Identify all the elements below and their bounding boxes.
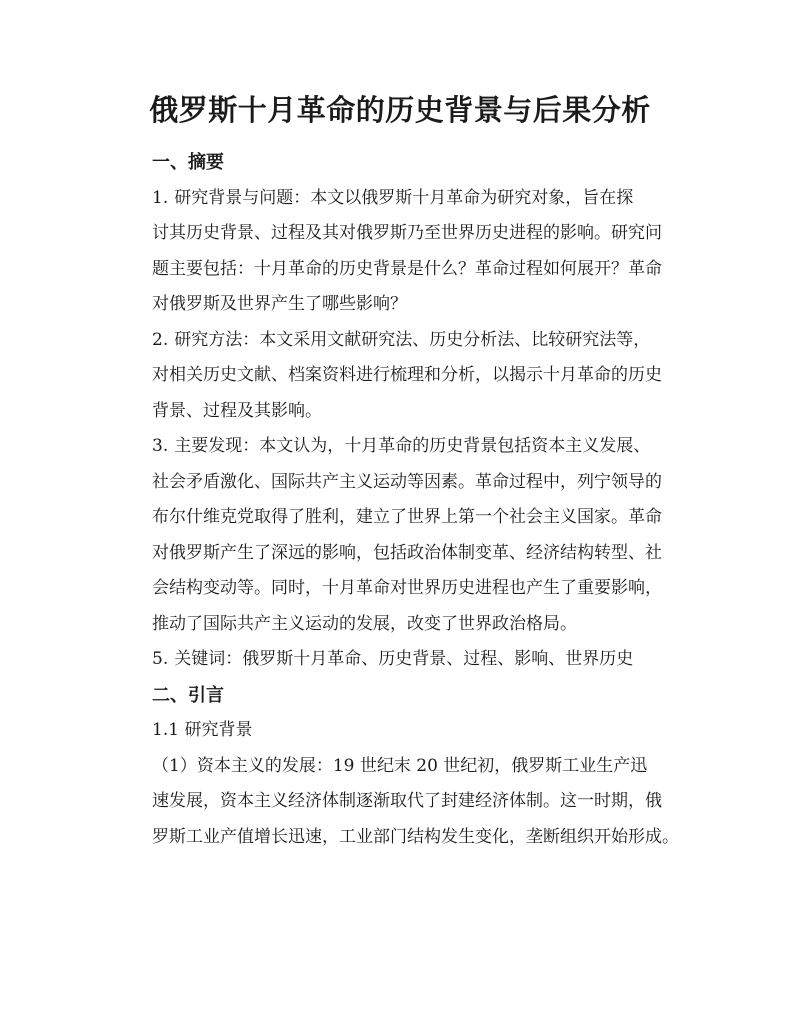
abstract-paragraph-2 (116, 323, 686, 430)
document-body (116, 145, 686, 855)
paragraph-line: 2. 研究方法：本文采用文献研究法、历史分析法、比较研究法等， (152, 329, 651, 350)
paragraph-number: 5. (152, 649, 169, 669)
paragraph-number: 3. (152, 436, 169, 456)
document-title: 俄罗斯十月革命的历史背景与后果分析 (149, 93, 651, 127)
paragraph-line: 1. 研究背景与问题：本文以俄罗斯十月革命为研究对象，旨在探 (152, 187, 634, 208)
paragraph-line: 推动了国际共产主义运动的发展，改变了世界政治格局。 (152, 613, 577, 634)
paragraph-line: 速发展，资本主义经济体制逐渐取代了封建经济体制。这一时期，俄 (152, 791, 662, 811)
paragraph-line: 对俄罗斯及世界产生了哪些影响？ (152, 294, 407, 314)
paragraph-line: 社会矛盾激化、国际共产主义运动等因素。革命过程中，列宁领导的 (152, 471, 662, 492)
abstract-paragraph-1 (116, 181, 686, 323)
subsection-heading-background (116, 713, 686, 749)
paragraph-line: 罗斯工业产值增长迅速，工业部门结构发生变化，垄断组织开始形成。 (152, 826, 679, 847)
paragraph-number: 2. (152, 329, 169, 350)
paragraph-number: 1. (152, 187, 169, 208)
section-heading-abstract: 一、摘要 (152, 152, 224, 173)
paragraph-line: （1）资本主义的发展：19 世纪末 20 世纪初，俄罗斯工业生产迅 (152, 755, 648, 776)
paragraph-line: 讨其历史背景、过程及其对俄罗斯乃至世界历史进程的影响。研究问 (152, 223, 662, 243)
paragraph-line: 3. 主要发现：本文认为，十月革命的历史背景包括资本主义发展、 (152, 436, 651, 456)
paragraph-line: 会结构变动等。同时，十月革命对世界历史进程也产生了重要影响， (152, 578, 662, 598)
paragraph-line: 对相关历史文献、档案资料进行梳理和分析，以揭示十月革命的历史 (152, 365, 662, 385)
paragraph-line: 背景、过程及其影响。 (152, 400, 322, 421)
intro-paragraph-1 (116, 749, 686, 856)
paragraph-line: 1.1 研究背景 (152, 720, 253, 740)
abstract-paragraph-3 (116, 429, 686, 642)
abstract-paragraph-keywords (116, 642, 686, 678)
paragraph-line: 5. 关键词：俄罗斯十月革命、历史背景、过程、影响、世界历史 (152, 649, 634, 669)
paragraph-line: 题主要包括：十月革命的历史背景是什么？革命过程如何展开？革命 (152, 258, 662, 279)
section-heading-intro: 二、引言 (152, 684, 224, 706)
paragraph-line: 布尔什维克党取得了胜利，建立了世界上第一个社会主义国家。革命 (152, 507, 662, 527)
paragraph-line: 对俄罗斯产生了深远的影响，包括政治体制变革、经济结构转型、社 (152, 542, 662, 563)
